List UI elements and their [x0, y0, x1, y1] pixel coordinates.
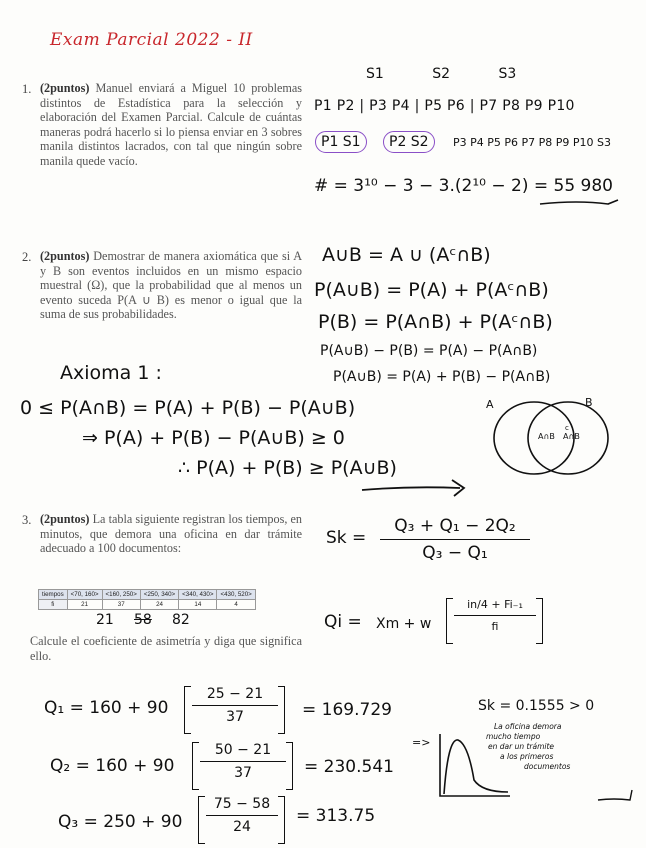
venn-complement-mark: c — [565, 424, 569, 432]
table-cell: 37 — [102, 600, 140, 610]
problem-1-text — [40, 81, 302, 169]
q1-numerator: 25 − 21 — [206, 686, 264, 702]
q2-bracket-left — [192, 742, 199, 790]
problem-1-number: 1. — [22, 82, 32, 96]
proof-line-2: ⇒ P(A) + P(B) − P(A∪B) ≥ 0 — [82, 427, 345, 449]
envelope-s1: S1 — [366, 66, 384, 82]
q2-fraction — [200, 742, 286, 781]
cumulative-note-2: 58 — [134, 612, 152, 628]
interpretation-line-3: en dar un trámite — [488, 742, 555, 751]
interpretation-line-2: mucho tiempo — [486, 732, 541, 741]
circled-group-2: P2 S2 — [383, 131, 435, 153]
problem-1-remaining: P3 P4 P5 P6 P7 P8 P9 P10 S3 — [453, 136, 612, 149]
table-header-cell: <160, 250> — [102, 590, 140, 600]
qi-base: Xm + w — [376, 616, 432, 632]
proof-line-1: 0 ≤ P(A∩B) = P(A) + P(B) − P(A∪B) — [20, 397, 356, 419]
q2-bracket-right — [286, 742, 293, 790]
q1-result: = 169.729 — [302, 700, 392, 720]
venn-label-a: A — [486, 398, 494, 411]
table-header-cell: <340, 430> — [179, 590, 217, 600]
table-cell: fi — [39, 600, 68, 610]
table-row — [39, 600, 256, 610]
problem-1-distribution-line: P1 P2 | P3 P4 | P5 P6 | P7 P8 P9 P10 — [314, 98, 575, 114]
q1-lhs: Q₁ = 160 + 90 — [44, 698, 169, 718]
q3-lhs: Q₃ = 250 + 90 — [58, 812, 183, 832]
envelope-labels — [366, 66, 556, 82]
envelope-s2: S2 — [432, 66, 451, 82]
q1-bracket-right — [278, 686, 285, 734]
circled-group-1: P1 S1 — [315, 131, 367, 153]
problem-3-points: (2puntos) — [40, 512, 90, 526]
qi-bracket-left — [446, 598, 453, 644]
q1-fraction — [192, 686, 278, 725]
problem-1-points: (2puntos) — [40, 81, 90, 95]
sk-denominator: Q₃ − Q₁ — [422, 543, 488, 563]
q2-denominator: 37 — [234, 765, 252, 781]
sk-numerator: Q₃ + Q₁ − 2Q₂ — [394, 516, 516, 536]
exam-title: Exam Parcial 2022 - II — [50, 30, 253, 50]
table-cell: 24 — [140, 600, 178, 610]
q3-result: = 313.75 — [296, 806, 376, 826]
qi-lhs: Qi = — [324, 612, 362, 632]
interpretation-arrow: => — [412, 736, 431, 749]
cumulative-note-3: 82 — [172, 612, 190, 628]
qi-numerator: in/4 + Fi₋₁ — [467, 598, 523, 611]
q2-result: = 230.541 — [304, 757, 394, 777]
q2-lhs: Q₂ = 160 + 90 — [50, 756, 175, 776]
union-identity: A∪B = A ∪ (Aᶜ∩B) — [322, 244, 491, 266]
proof-line-3: ∴ P(A) + P(B) ≥ P(A∪B) — [178, 457, 397, 479]
sk-result: Sk = 0.1555 > 0 — [478, 698, 595, 714]
cumulative-note-1: 21 — [96, 612, 114, 628]
problem-1-circled-line — [313, 127, 643, 157]
table-cell: 21 — [67, 600, 102, 610]
table-header-row — [39, 590, 256, 600]
venn-complement-label: A∩B — [563, 432, 580, 441]
table-cell: 4 — [217, 600, 255, 610]
problem-3-number: 3. — [22, 513, 32, 527]
q3-fraction — [206, 796, 278, 835]
q3-bracket-left — [198, 796, 205, 844]
problem-3-statement: La tabla siguiente registran los tiempos, en minutos, que demora una oficina en dar trámite adecuado a 100 documentos: — [40, 512, 303, 556]
table-header-cell: tiempos — [39, 590, 68, 600]
q3-bracket-right — [278, 796, 285, 844]
conclusion-arrow — [360, 476, 480, 498]
problem-1-statement: Manuel enviará a Miguel 10 problemas distintos de Estadística para la selección y elaboración del Examen Parcial. Calcule de cuántas maneras podrá hacerlo si lo piensa enviar en 3 sobres manila distintos lacrados, con tal que ningún sobre manila quede vacío. — [40, 81, 302, 168]
q1-fraction-line — [192, 705, 278, 706]
underline-result — [538, 196, 628, 212]
qi-denominator: fi — [491, 620, 499, 633]
q1-bracket-left — [184, 686, 191, 734]
p-b-decomp: P(B) = P(A∩B) + P(Aᶜ∩B) — [318, 311, 553, 333]
p-union-decomp: P(A∪B) = P(A) + P(Aᶜ∩B) — [314, 279, 549, 301]
table-header-cell: <70, 160> — [67, 590, 102, 600]
problem-2-points: (2puntos) — [40, 249, 90, 263]
problem-2-statement: Demostrar de manera axiomática que si A y B son eventos incluidos en un mismo espacio muestral (Ω), que la probabilidad que al menos un evento suceda P(A ∪ B) es menor o igual que la suma de sus probabilidades. — [40, 249, 303, 322]
table-cell: 14 — [179, 600, 217, 610]
q3-numerator: 75 − 58 — [213, 796, 271, 812]
interpretation-note — [486, 722, 636, 772]
interpretation-line-4: a los primeros — [500, 752, 554, 761]
tiempos-table — [38, 589, 256, 610]
axioma-label: Axioma 1 : — [60, 362, 162, 384]
p-union-formula: P(A∪B) = P(A) + P(B) − P(A∩B) — [333, 369, 551, 385]
interpretation-line-5: documentos — [524, 762, 571, 771]
interpretation-underline — [596, 784, 636, 808]
q2-numerator: 50 − 21 — [214, 742, 272, 758]
q1-denominator: 37 — [226, 709, 244, 725]
table-header-cell: <430, 520> — [217, 590, 255, 600]
problem-1-result: # = 3¹⁰ − 3 − 3.(2¹⁰ − 2) = 55 980 — [314, 176, 613, 196]
q3-fraction-line — [206, 815, 278, 816]
venn-intersection-label: A∩B — [538, 432, 555, 441]
sk-lhs: Sk = — [326, 528, 367, 548]
problem-2-number: 2. — [22, 250, 32, 264]
table-header-cell: <250, 340> — [140, 590, 178, 600]
problem-2-text — [40, 249, 302, 322]
envelope-s3: S3 — [498, 66, 517, 82]
sk-fraction — [380, 516, 530, 563]
problem-3-text — [40, 512, 302, 556]
sk-fraction-line — [380, 539, 530, 540]
q3-denominator: 24 — [233, 819, 251, 835]
qi-fraction — [454, 598, 536, 633]
qi-bracket-right — [536, 598, 543, 644]
venn-label-b: B — [585, 396, 593, 409]
problem-3-question: Calcule el coeficiente de asimetría y diga que significa ello. — [30, 634, 302, 663]
q2-fraction-line — [200, 761, 286, 762]
interpretation-line-1: La oficina demora — [494, 722, 562, 731]
qi-fraction-line — [454, 615, 536, 616]
p-union-minus-b: P(A∪B) − P(B) = P(A) − P(A∩B) — [320, 343, 538, 359]
